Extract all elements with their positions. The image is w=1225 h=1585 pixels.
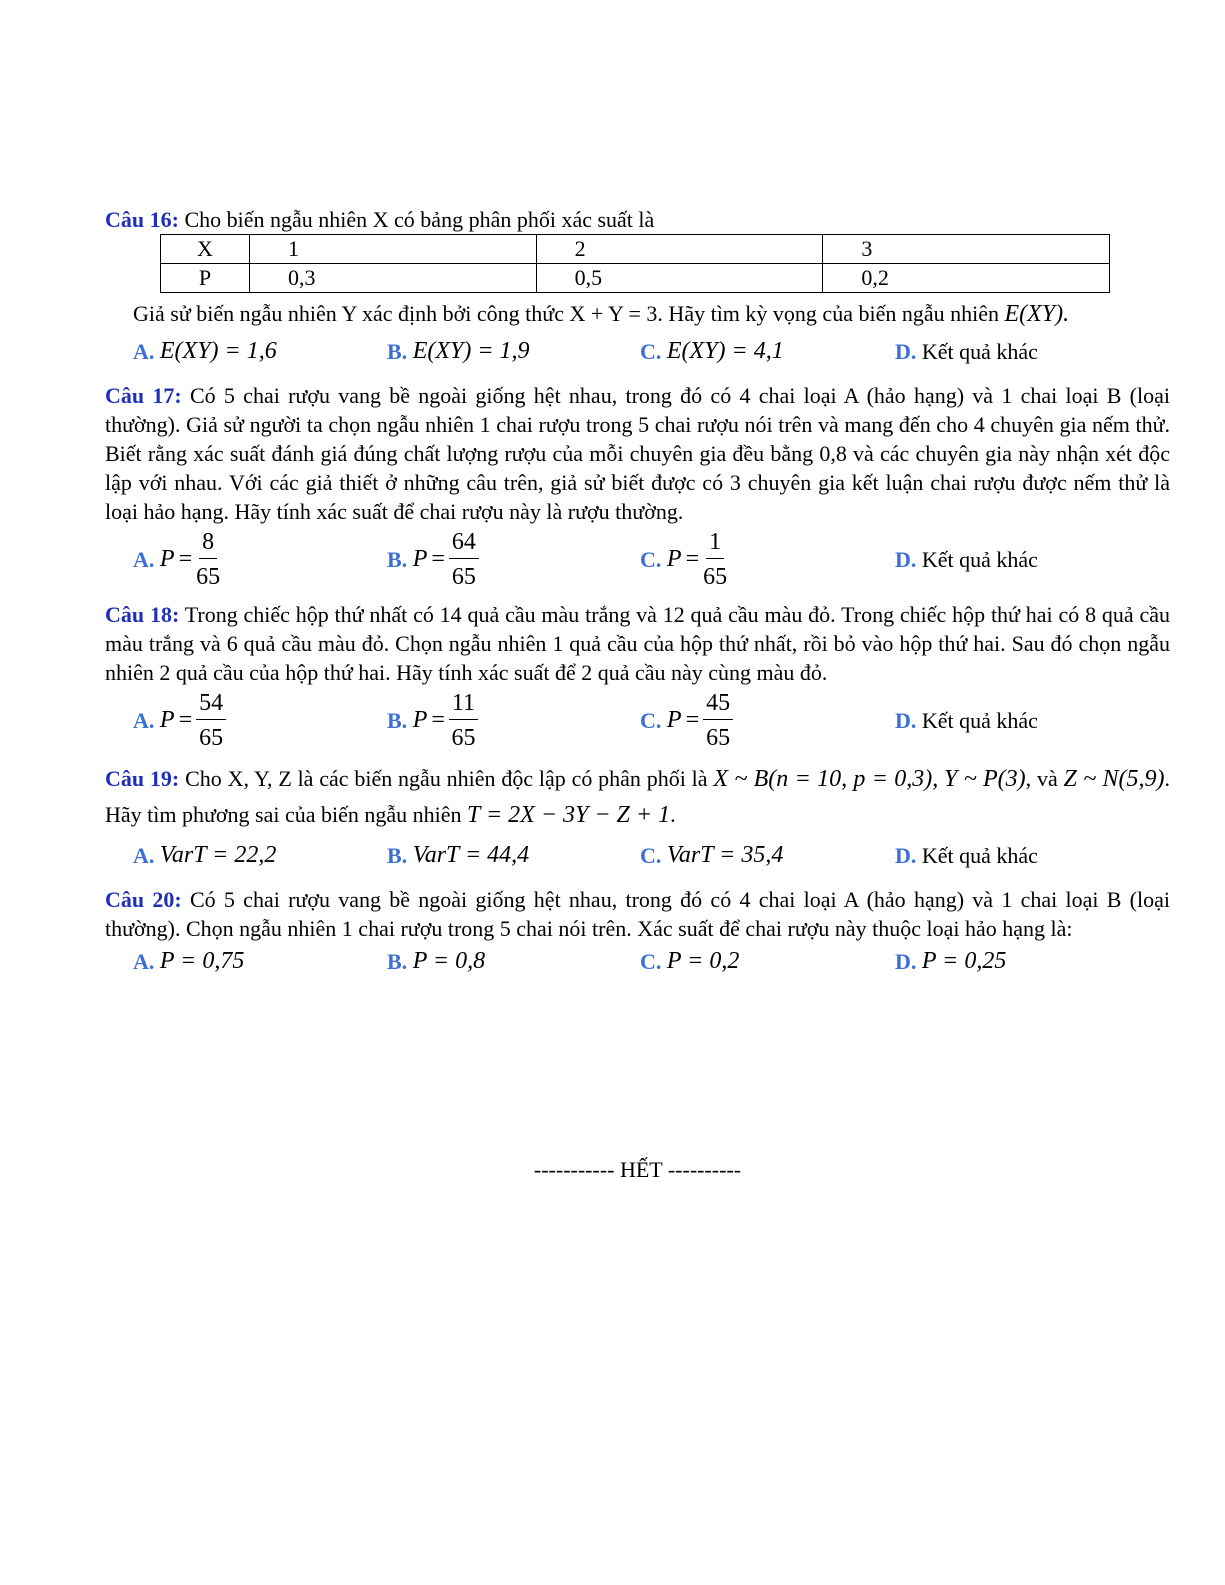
table-cell: 1 — [250, 235, 537, 264]
option-var: P — [412, 706, 428, 733]
option-label: B. — [387, 338, 408, 364]
question-body: . — [670, 802, 676, 827]
fraction — [449, 528, 479, 591]
question-body: Có 5 chai rượu vang bề ngoài giống hệt nhau, trong đó có 4 chai loại A (hảo hạng) và 1 chai loại B (loại thường). Chọn ngẫu nhiên 1 chai rượu trong 5 chai nói trên. Xác suất để chai rượu này thuộc loại hảo hạng là: — [105, 887, 1170, 941]
option-text: Kết quả khác — [921, 707, 1038, 733]
question-16 — [105, 205, 1170, 234]
option-label: A. — [133, 546, 155, 572]
option-c[interactable]: C. P = $\frac{45}{65}$ — [640, 687, 733, 753]
option-c[interactable]: C. P = $\frac{1}{65}$ — [640, 528, 728, 590]
numerator: 11 — [449, 689, 478, 720]
question-body: Cho X, Y, Z là các biến ngẫu nhiên độc lập có phân phối là — [185, 766, 708, 791]
question-20 — [105, 885, 1170, 943]
option-text: VarT = 35,4 — [666, 841, 784, 868]
option-text: Kết quả khác — [921, 842, 1038, 868]
denominator: 65 — [703, 563, 728, 590]
option-b[interactable]: B. P = $\frac{11}{65}$ — [387, 687, 478, 753]
distribution-table — [160, 234, 1110, 293]
option-label: A. — [133, 948, 155, 974]
option-a[interactable]: A. P = $\frac{8}{65}$ — [133, 528, 221, 590]
option-text: E(XY) = 1,6 — [159, 337, 277, 364]
option-b[interactable] — [387, 943, 485, 979]
question-intro: Cho biến ngẫu nhiên X có bảng phân phối xác suất là — [184, 207, 655, 232]
option-label: B. — [387, 707, 408, 733]
answer-options — [105, 943, 1170, 979]
option-text: Kết quả khác — [921, 338, 1038, 364]
option-text: E(XY) = 4,1 — [666, 337, 784, 364]
option-d[interactable] — [895, 943, 1006, 979]
numerator: 8 — [199, 528, 217, 559]
option-label: D. — [895, 948, 917, 974]
option-label: C. — [640, 546, 662, 572]
question-body: , và — [1025, 766, 1058, 791]
option-c[interactable] — [640, 833, 783, 877]
option-label: A. — [133, 707, 155, 733]
math-expression: Y ~ P(3) — [944, 766, 1026, 792]
option-var: P — [159, 706, 175, 733]
table-cell: P — [161, 264, 250, 293]
option-label: C. — [640, 842, 662, 868]
question-body: Trong chiếc hộp thứ nhất có 14 quả cầu màu trắng và 12 quả cầu màu đỏ. Trong chiếc hộp thứ hai có 8 quả cầu màu trắng và 6 quả cầu màu đỏ. Chọn ngẫu nhiên 1 quả cầu của hộp thứ nhất, rồi bỏ vào hộp thứ hai. Sau đó chọn ngẫu nhiên 2 quả cầu của hộp thứ hai. Hãy tính xác suất để 2 quả cầu này cùng màu đỏ. — [105, 602, 1171, 685]
option-var: P — [159, 545, 175, 572]
option-a[interactable] — [133, 943, 244, 979]
question-number: Câu 18: — [105, 602, 180, 627]
table-row — [161, 264, 1110, 293]
question-body: Có 5 chai rượu vang bề ngoài giống hệt nhau, trong đó có 4 chai loại A (hảo hạng) và 1 chai loại B (loại thường). Giả sử người ta chọn ngẫu nhiên 1 chai rượu trong 5 chai rượu nói trên và mang đến cho 4 chuyên gia nếm thử. Biết rằng xác suất đánh giá đúng chất lượng rượu của mỗi chuyên gia đều bằng 0,8 và các chuyên gia này nhận xét độc lập với nhau. Với các giả thiết ở những câu trên, giả sử biết được có 3 chuyên gia kết luận chai rượu được nếm thử là loại hảo hạng. Hãy tính xác suất để chai rượu này là rượu thường. — [105, 383, 1170, 524]
fraction — [196, 689, 226, 752]
denominator: 65 — [451, 724, 476, 751]
question-number: Câu 16: — [105, 207, 179, 232]
table-cell: X — [161, 235, 250, 264]
option-text: VarT = 44,4 — [412, 841, 530, 868]
answer-options — [105, 329, 1170, 373]
option-label: B. — [387, 842, 408, 868]
question-text — [105, 299, 1170, 329]
option-text: Kết quả khác — [921, 546, 1038, 572]
exam-page — [105, 205, 1171, 1182]
option-label: C. — [640, 948, 662, 974]
option-b[interactable]: B. P = $\frac{64}{65}$ — [387, 526, 479, 592]
question-number: Câu 19: — [105, 766, 180, 791]
math-expression: T = 2X − 3Y − Z + 1 — [467, 802, 671, 828]
option-text: P = 0,25 — [921, 947, 1007, 974]
option-label: A. — [133, 842, 155, 868]
question-number: Câu 17: — [105, 383, 182, 408]
option-var: P — [666, 706, 682, 733]
table-row — [161, 235, 1110, 264]
option-text: E(XY) = 1,9 — [412, 337, 530, 364]
table-cell: 0,5 — [536, 264, 823, 293]
fraction — [703, 528, 727, 591]
option-label: C. — [640, 707, 662, 733]
denominator: 65 — [451, 563, 476, 590]
option-b[interactable] — [387, 833, 529, 877]
table-cell: 0,2 — [823, 264, 1110, 293]
option-d[interactable] — [895, 833, 1038, 877]
fraction — [449, 689, 478, 752]
fraction — [703, 689, 733, 752]
option-label: A. — [133, 338, 155, 364]
table-cell: 2 — [536, 235, 823, 264]
option-label: B. — [387, 546, 408, 572]
numerator: 64 — [449, 528, 479, 559]
fraction — [196, 528, 220, 591]
option-text: P = 0,75 — [159, 947, 245, 974]
option-text: P = 0,8 — [412, 947, 486, 974]
math-expression: Z ~ N(5,9) — [1063, 766, 1165, 792]
denominator: 65 — [706, 724, 731, 751]
option-d[interactable] — [895, 687, 1038, 753]
table-cell: 3 — [823, 235, 1110, 264]
math-expression: X ~ B(n = 10, p = 0,3), — [713, 766, 939, 792]
denominator: 65 — [196, 563, 221, 590]
option-label: D. — [895, 546, 917, 572]
denominator: 65 — [199, 724, 224, 751]
question-body: . Hãy tìm phương sai của biến ngẫu nhiên — [105, 766, 1170, 827]
option-d[interactable] — [895, 526, 1038, 592]
question-17 — [105, 381, 1170, 526]
option-b[interactable] — [387, 329, 530, 373]
option-text: VarT = 22,2 — [159, 841, 277, 868]
question-body: Giả sử biến ngẫu nhiên Y xác định bởi công thức X + Y = 3. Hãy tìm kỳ vọng của biến ngẫu nhiên — [133, 301, 999, 326]
table-cell: 0,3 — [250, 264, 537, 293]
option-text: P = 0,2 — [666, 947, 740, 974]
answer-options — [105, 833, 1170, 877]
option-label: D. — [895, 338, 917, 364]
answer-options — [105, 687, 1170, 753]
math-expression: E(XY). — [1004, 301, 1070, 327]
question-number: Câu 20: — [105, 887, 182, 912]
question-19 — [105, 761, 1170, 833]
option-a[interactable] — [133, 329, 277, 373]
numerator: 54 — [196, 689, 226, 720]
option-c[interactable] — [640, 943, 739, 979]
option-var: P — [412, 545, 428, 572]
option-var: P — [666, 545, 682, 572]
option-a[interactable]: A. P = $\frac{54}{65}$ — [133, 687, 226, 753]
numerator: 1 — [706, 528, 724, 559]
option-label: C. — [640, 338, 662, 364]
option-label: B. — [387, 948, 408, 974]
option-label: D. — [895, 842, 917, 868]
question-18 — [105, 600, 1170, 687]
option-a[interactable] — [133, 833, 276, 877]
option-c[interactable] — [640, 329, 784, 373]
end-marker: ----------- HẾT ---------- — [533, 1157, 742, 1182]
answer-options — [105, 526, 1170, 592]
option-d[interactable] — [895, 329, 1038, 373]
numerator: 45 — [703, 689, 733, 720]
option-label: D. — [895, 707, 917, 733]
